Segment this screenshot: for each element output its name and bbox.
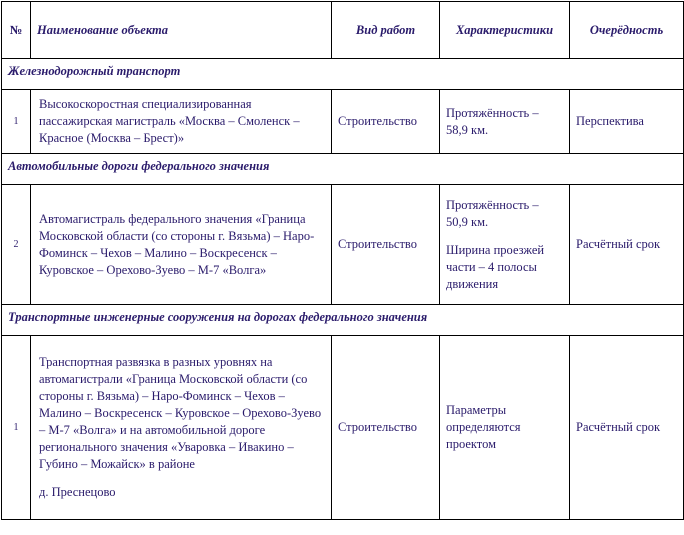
- section-row: [2, 59, 684, 90]
- object-location-text: д. Преснецово: [39, 485, 116, 499]
- header-order: Очерёдность: [570, 2, 684, 59]
- order: Расчётный срок: [570, 336, 684, 520]
- order: Расчётный срок: [570, 185, 684, 305]
- characteristic-text: Протяжённость – 50,9 км.: [446, 197, 539, 229]
- characteristic-text: Ширина проезжей части – 4 полосы движения: [446, 242, 545, 291]
- object-name-text: Транспортная развязка в разных уровнях на автомагистрали «Граница Московской области (со стороны г. Вязьма) – Наро-Фоминск – Чехов – Малино – Воскресенск – Куровское – Орехово-Зуево – М-7 «Волга» и на автомобильной дороге регионального значения «Уваровка – Ивакино – Губино – Можайск» в районе: [39, 355, 322, 471]
- section-row: [2, 154, 684, 185]
- header-work-type: Вид работ: [332, 2, 440, 59]
- header-num: №: [2, 2, 31, 59]
- header-characteristics: Характеристики: [440, 2, 570, 59]
- object-name: [31, 336, 332, 520]
- characteristics: [440, 90, 570, 154]
- objects-table: [1, 1, 684, 520]
- work-type: Строительство: [332, 336, 440, 520]
- spacer: [39, 473, 325, 484]
- row-number: 1: [2, 336, 31, 520]
- table-row: [2, 185, 684, 305]
- characteristics: [440, 336, 570, 520]
- order: Перспектива: [570, 90, 684, 154]
- work-type: Строительство: [332, 185, 440, 305]
- object-name: [31, 90, 332, 154]
- table-header-row: [2, 2, 684, 59]
- object-name: [31, 185, 332, 305]
- characteristic-text: Протяжённость – 58,9 км.: [446, 105, 539, 137]
- work-type: Строительство: [332, 90, 440, 154]
- section-row: [2, 305, 684, 336]
- table-row: [2, 336, 684, 520]
- section-title: Транспортные инженерные сооружения на дорогах федерального значения: [2, 305, 684, 336]
- characteristic-text: Параметры определяются проектом: [446, 403, 521, 451]
- spacer: [446, 231, 563, 242]
- characteristics: [440, 185, 570, 305]
- section-title: Железнодорожный транспорт: [2, 59, 684, 90]
- row-number: 1: [2, 90, 31, 154]
- section-title: Автомобильные дороги федерального значения: [2, 154, 684, 185]
- object-name-text: Высокоскоростная специализированная пассажирская магистраль «Москва – Смоленск – Красное (Москва – Брест)»: [39, 97, 300, 145]
- row-number: 2: [2, 185, 31, 305]
- table-row: [2, 90, 684, 154]
- header-name: Наименование объекта: [31, 2, 332, 59]
- object-name-text: Автомагистраль федерального значения «Граница Московской области (со стороны г. Вязьма) – Наро-Фоминск – Чехов – Малино – Воскресенск – Куровское – Орехово-Зуево – М-7 «Волга»: [39, 211, 315, 277]
